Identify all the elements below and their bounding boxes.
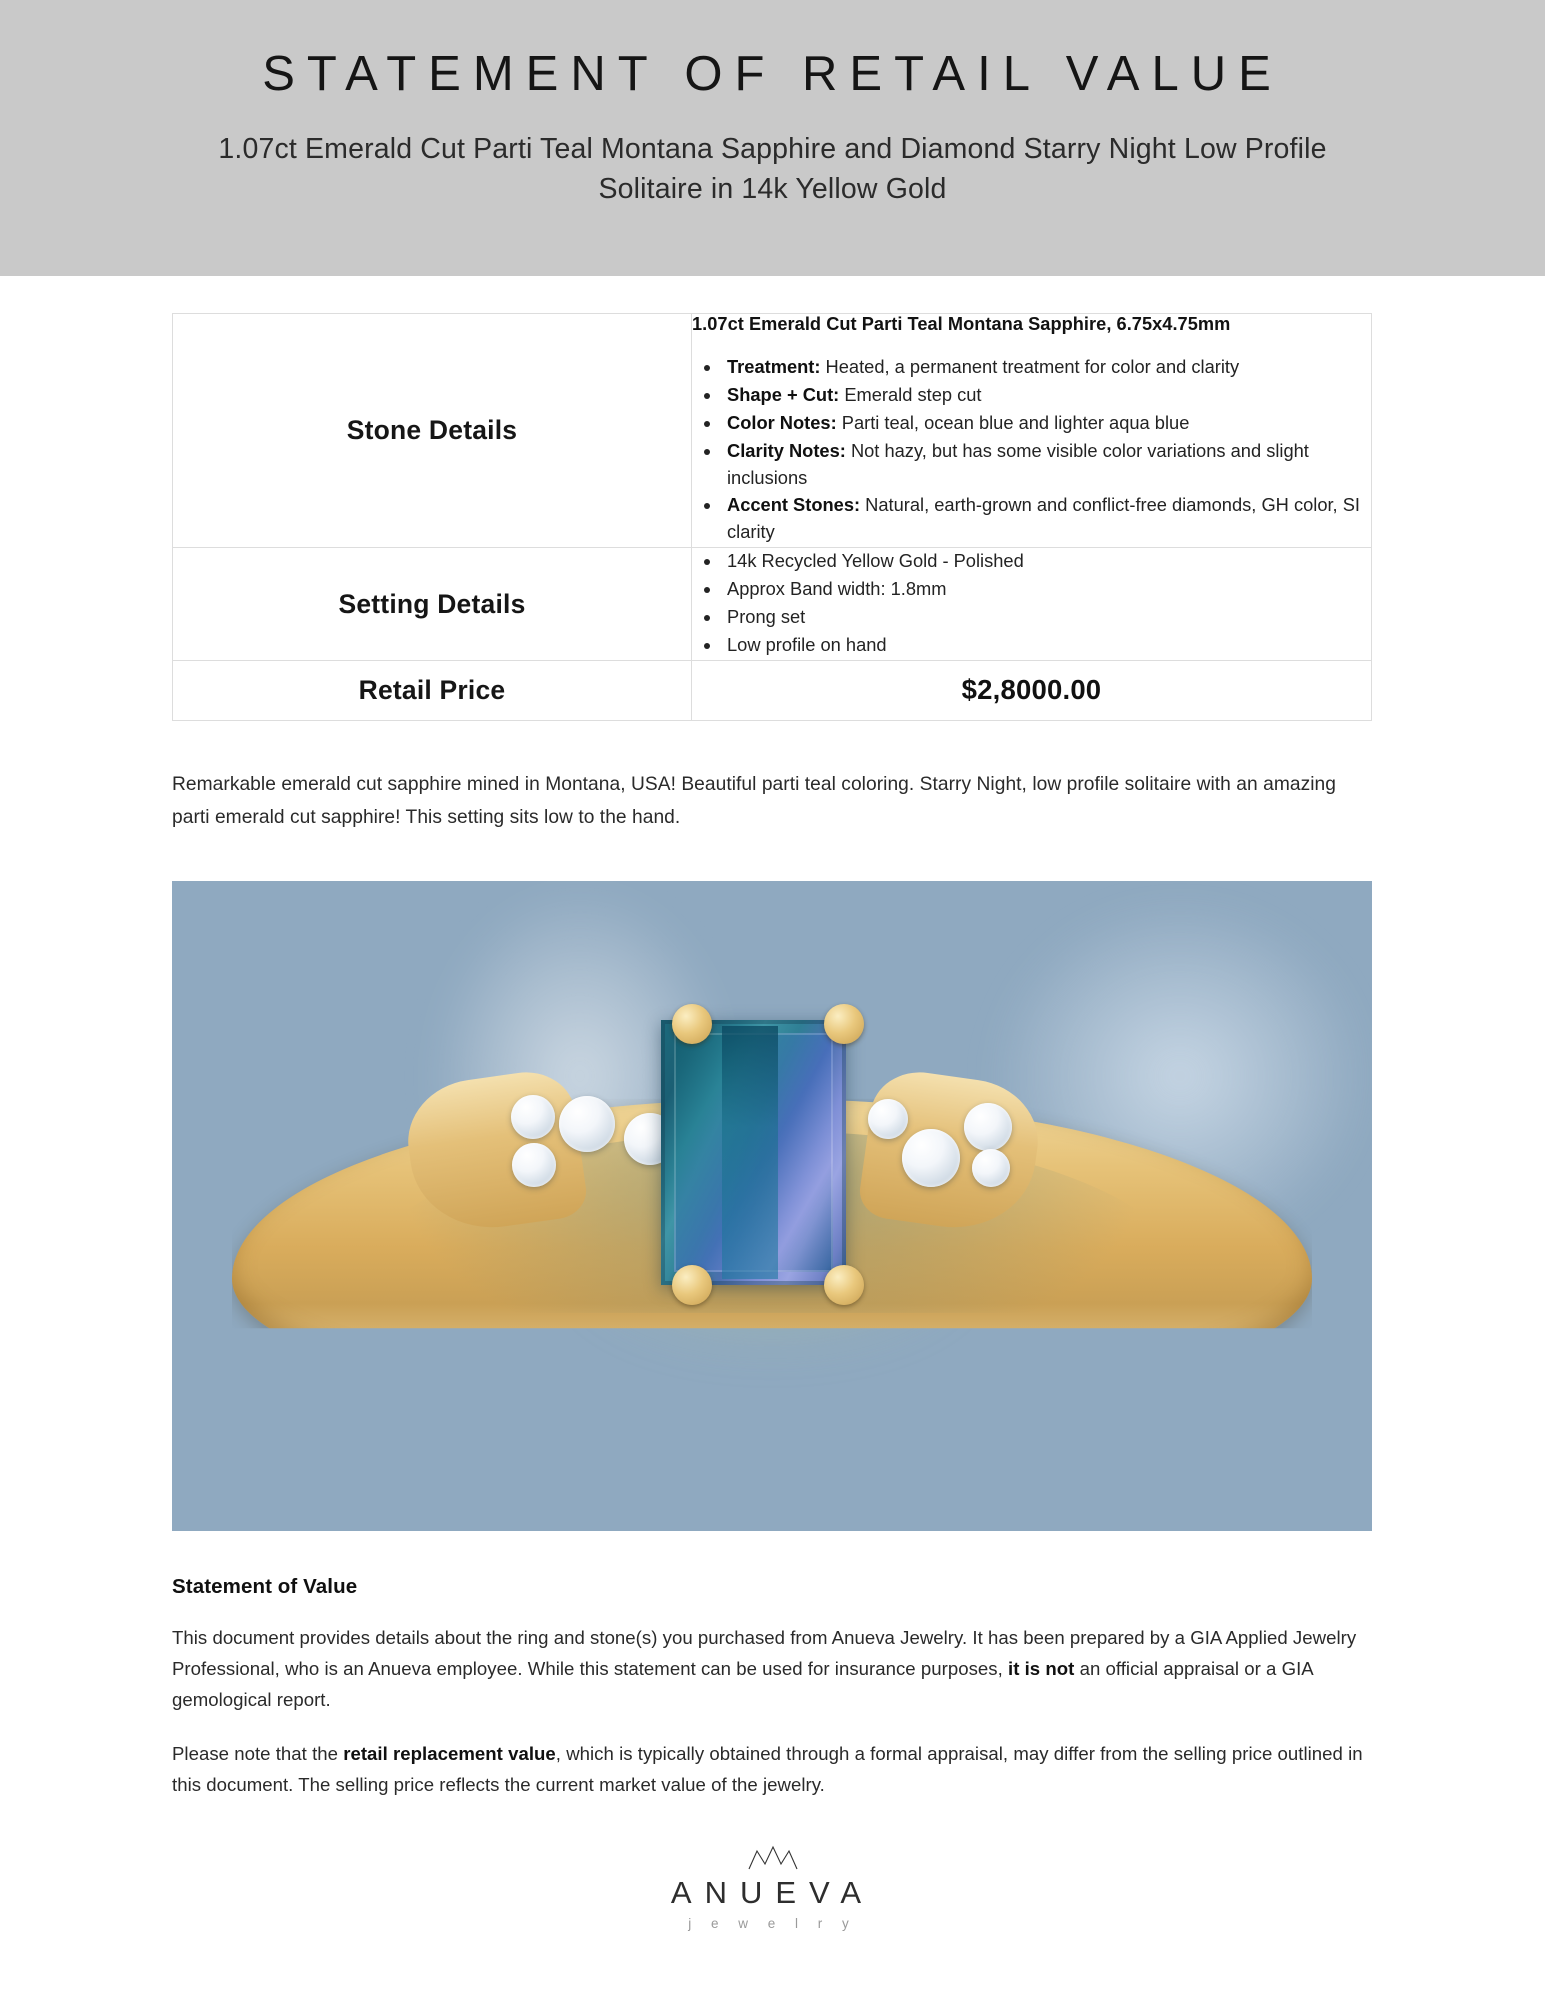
accent-diamond	[511, 1095, 555, 1139]
prong-bottom-left	[672, 1265, 712, 1305]
list-item	[722, 438, 1371, 492]
brand-name: ANUEVA	[670, 1875, 875, 1911]
stone-details-value-cell	[692, 314, 1372, 548]
retail-price-label: Retail Price	[358, 674, 506, 705]
accent-diamond	[868, 1099, 908, 1139]
document-header	[0, 0, 1545, 276]
setting-details-label: Setting Details	[338, 588, 526, 619]
list-item: • Prong set	[722, 604, 1371, 631]
stone-details-list	[692, 354, 1371, 546]
bullet-term: Accent Stones:	[727, 494, 861, 516]
page-body	[0, 313, 1545, 1931]
accent-diamond	[559, 1096, 615, 1152]
setting-details-label-cell	[173, 548, 692, 661]
ring-photo	[172, 881, 1372, 1531]
bullet-term: Treatment:	[727, 356, 821, 377]
bullet-text: Not hazy, but has some visible color variations and slight inclusions	[727, 439, 1309, 488]
retail-price-label-cell	[173, 660, 692, 720]
setting-details-list	[692, 548, 1371, 659]
list-item	[722, 382, 1371, 409]
prong-top-left	[672, 1004, 712, 1044]
bullet-text: Emerald step cut	[839, 383, 982, 405]
bullet-text: Parti teal, ocean blue and lighter aqua blue	[836, 411, 1190, 433]
list-item	[722, 492, 1371, 546]
ring-illustration	[172, 881, 1372, 1531]
stone-details-heading: 1.07ct Emerald Cut Parti Teal Montana Sapphire, 6.75x4.75mm	[692, 314, 1231, 334]
bullet-text: Heated, a permanent treatment for color and clarity	[820, 356, 1240, 377]
bullet-term: Clarity Notes:	[727, 439, 846, 461]
product-description: Remarkable emerald cut sapphire mined in Montana, USA! Beautiful parti teal coloring. Starry Night, low profile solitaire with an amazing parti emerald cut sapphire! This setting sits low to the hand.	[172, 773, 1336, 828]
footer-logo	[172, 1845, 1373, 1931]
accent-diamond	[972, 1149, 1010, 1187]
accent-diamond	[964, 1103, 1012, 1151]
retail-price-value-cell	[692, 660, 1372, 720]
bullet-term: Color Notes:	[727, 411, 837, 433]
retail-price-value: $2,8000.00	[961, 674, 1102, 706]
statement-of-value-heading: Statement of Value	[172, 1574, 358, 1598]
list-item	[722, 354, 1371, 381]
center-sapphire	[661, 1020, 846, 1285]
brand-tagline: j e w e l r y	[688, 1916, 857, 1932]
table-row-setting-details	[173, 548, 1372, 661]
paragraph-text: This document provides details about the ring and stone(s) you purchased from Anueva Jewelry. It has been prepared by a GIA Applied Jewelry Professional, who is an Anueva employee. While this statement can be used for insurance purposes,	[172, 1626, 1357, 1679]
prong-bottom-right	[824, 1265, 864, 1305]
paragraph-emphasis: retail replacement value	[343, 1743, 556, 1765]
paragraph-text: , which is typically obtained through a formal appraisal, may differ from the selling price outlined in this document. The selling price reflects the current market value of the jewelry.	[172, 1743, 1363, 1796]
anueva-crown-icon	[747, 1845, 799, 1871]
paragraph-text: an official appraisal or a GIA gemological report.	[172, 1657, 1313, 1710]
stone-details-label: Stone Details	[346, 415, 518, 446]
paragraph-text: Please note that the	[172, 1743, 344, 1765]
statement-paragraph-2	[172, 1739, 1372, 1801]
table-row-stone-details	[173, 314, 1372, 548]
accent-diamond	[512, 1143, 556, 1187]
bullet-term: Shape + Cut:	[727, 383, 840, 405]
statement-paragraph-1	[172, 1623, 1372, 1716]
setting-details-value-cell	[692, 548, 1372, 661]
bullet-text: Natural, earth-grown and conflict-free diamonds, GH color, SI clarity	[727, 494, 1360, 543]
list-item: • Approx Band width: 1.8mm	[722, 576, 1371, 603]
list-item: • 14k Recycled Yellow Gold - Polished	[722, 548, 1371, 575]
page-title: STATEMENT OF RETAIL VALUE	[262, 47, 1283, 101]
list-item	[722, 410, 1371, 437]
accent-diamond	[902, 1129, 960, 1187]
paragraph-emphasis: it is not	[1008, 1657, 1075, 1679]
stone-details-label-cell	[173, 314, 692, 548]
table-row-retail-price	[173, 660, 1372, 720]
page-subtitle: 1.07ct Emerald Cut Parti Teal Montana Sapphire and Diamond Starry Night Low Profile Solitaire in 14k Yellow Gold	[218, 132, 1327, 206]
list-item: • Low profile on hand	[722, 632, 1371, 659]
details-table	[172, 313, 1372, 721]
prong-top-right	[824, 1004, 864, 1044]
